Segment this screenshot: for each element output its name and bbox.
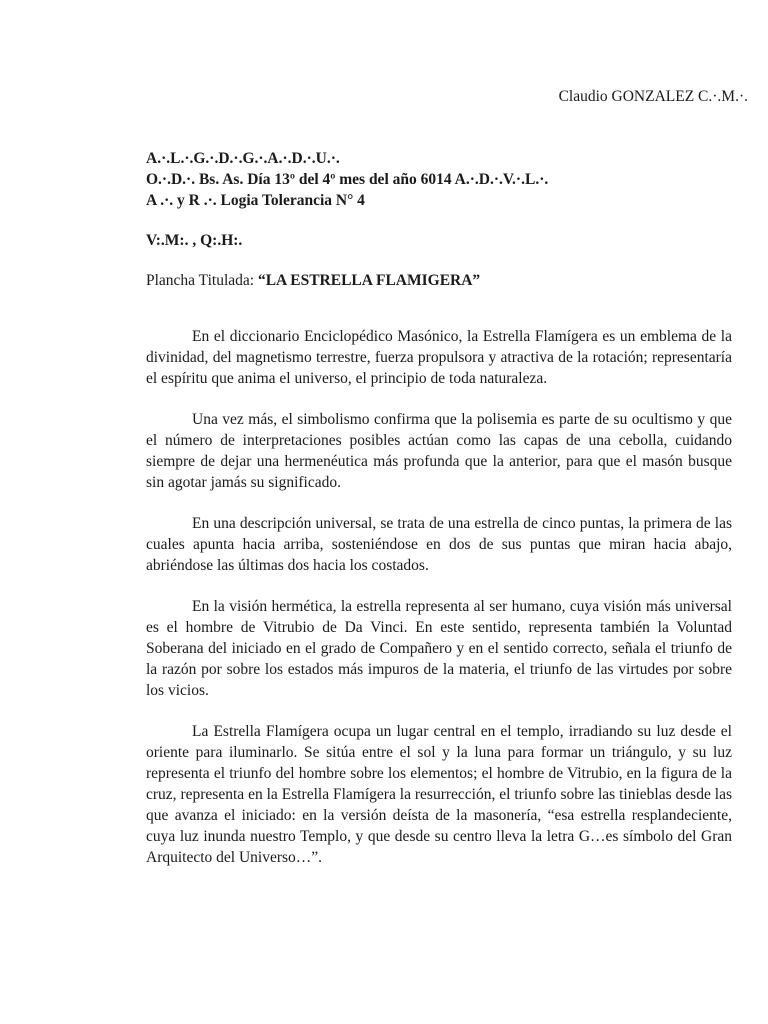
paragraph: En el diccionario Enciclopédico Masónico, la Estrella Flamígera es un emblema de la divinidad, del magnetismo terrestre, fuerza propulsora y atractiva de la rotación; representaría el espíritu que anima el universo, el principio de toda naturaleza. bbox=[146, 328, 732, 387]
header-line-1: A.·.L.·.G.·.D.·.G.·.A.·.D.·.U.·. bbox=[146, 150, 340, 167]
header-line-3: A .·. y R .·. Logia Tolerancia N° 4 bbox=[146, 192, 365, 209]
document-title-line bbox=[146, 270, 480, 291]
document-title: “LA ESTRELLA FLAMIGERA” bbox=[257, 272, 481, 289]
body-text bbox=[146, 326, 732, 888]
author-signature: Claudio GONZALEZ C.·.M.·. bbox=[558, 88, 748, 105]
paragraph: En una descripción universal, se trata de una estrella de cinco puntas, la primera de las cuales apunta hacia arriba, sosteniéndose en dos de sus puntas que miran hacia abajo, abriéndose las últimas dos hacia los costados. bbox=[146, 515, 732, 574]
header-line-2: O.·.D.·. Bs. As. Día 13º del 4º mes del año 6014 A.·.D.·.V.·.L.·. bbox=[146, 171, 549, 188]
paragraph: Una vez más, el simbolismo confirma que la polisemia es parte de su ocultismo y que el número de interpretaciones posibles actúan como las capas de una cebolla, cuidando siempre de dejar una hermenéutica más profunda que la anterior, para que el masón busque sin agotar jamás su significado. bbox=[146, 411, 732, 491]
title-prefix: Plancha Titulada: bbox=[146, 272, 258, 289]
document-header bbox=[146, 148, 736, 211]
paragraph: La Estrella Flamígera ocupa un lugar central en el templo, irradiando su luz desde el oriente para iluminarlo. Se sitúa entre el sol y la luna para formar un triángulo, y su luz representa el triunfo del hombre sobre los elementos; el hombre de Vitrubio, en la figura de la cruz, representa en la Estrella Flamígera la resurrección, el triunfo sobre las tinieblas desde las que avanza el iniciado: en la versión deísta de la masonería, “esa estrella resplandeciente, cuya luz inunda nuestro Templo, y que desde su centro lleva la letra G…es símbolo del Gran Arquitecto del Universo…”. bbox=[146, 723, 732, 866]
paragraph: En la visión hermética, la estrella representa al ser humano, cuya visión más universal es el hombre de Vitrubio de Da Vinci. En este sentido, representa también la Voluntad Soberana del iniciado en el grado de Compañero y en el sentido correcto, señala el triunfo de la razón por sobre los estados más impuros de la materia, el triunfo de las virtudes por sobre los vicios. bbox=[146, 598, 732, 699]
salutation: V:.M:. , Q:.H:. bbox=[146, 232, 243, 249]
